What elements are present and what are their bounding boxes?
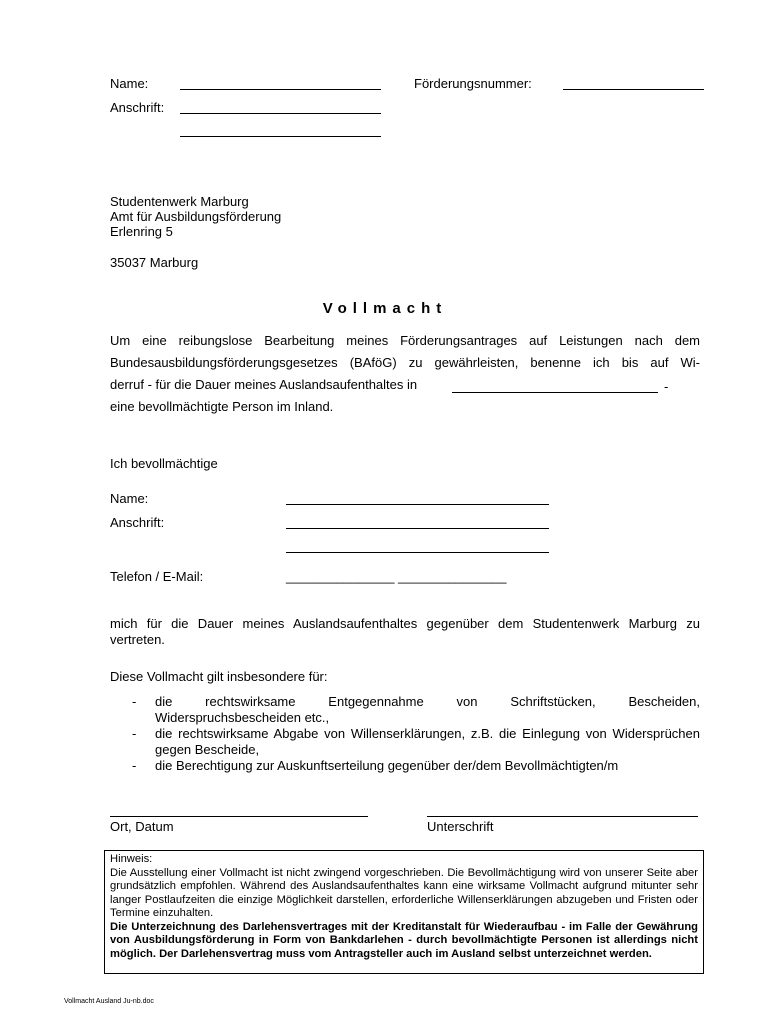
- recipient-line-2: Amt für Ausbildungsförderung: [110, 209, 282, 224]
- intro-paragraph: [110, 330, 700, 418]
- address-field-line-1[interactable]: [180, 113, 381, 114]
- list-item-text: die rechtswirksame Entgegennahme von Schriftstücken, Bescheiden, Widerspruchsbescheiden etc.,: [155, 694, 700, 725]
- proxy-address-field-line-1[interactable]: [286, 528, 549, 529]
- proxy-name-label: Name:: [110, 491, 149, 506]
- note-heading: Hinweis:: [110, 853, 153, 865]
- address-field-line-2[interactable]: [180, 136, 381, 137]
- recipient-line-3: Erlenring 5: [110, 224, 173, 239]
- footer-filename: Vollmacht Ausland Ju-nb.doc: [64, 998, 154, 1005]
- bullet-dash: -: [132, 758, 137, 773]
- list-item: [110, 758, 700, 774]
- validity-list: [110, 694, 700, 774]
- signature-field-line[interactable]: [427, 816, 698, 817]
- proxy-name-field-line[interactable]: [286, 504, 549, 505]
- intro-line-1: Um eine reibungslose Bearbeitung meines Förderungsantrages auf Leistungen nach dem: [110, 333, 700, 348]
- bullet-dash: -: [132, 726, 137, 741]
- recipient-line-1: Studentenwerk Marburg: [110, 194, 249, 209]
- name-label: Name:: [110, 76, 149, 91]
- document-title: Vollmacht: [322, 300, 448, 317]
- proxy-address-field-line-2[interactable]: [286, 552, 549, 553]
- place-date-field-line[interactable]: [110, 816, 368, 817]
- list-item: [110, 694, 700, 726]
- list-item: [110, 726, 700, 758]
- funding-number-field-line[interactable]: [563, 89, 704, 90]
- note-body: Die Ausstellung einer Vollmacht ist nicht zwingend vorgeschrieben. Die Bevollmächtigung wird von unserer Seite aber grundsätzlich empfohlen. Während des Auslandsaufenthaltes kann eine wirksame Vollmacht aufgrund mitunter sehr langer Postlaufzeiten die einzige Möglichkeit darstellen, erforderliche Willenserklärungen abzugeben und Fristen oder Termine einzuhalten.: [110, 866, 698, 919]
- note-bold: Die Unterzeichnung des Darlehensvertrages mit der Kreditanstalt für Wiederaufbau - im Falle der Gewährung von Ausbildungsförderung in Form von Bankdarlehen - durch bevollmächtigte Personen ist allerdings nicht möglich. Der Darlehensvertrag muss vom Antragsteller auch im Ausland selbst unterzeichnet werden.: [110, 920, 698, 960]
- intro-line-4: eine bevollmächtigte Person im Inland.: [110, 399, 334, 414]
- authorize-heading: Ich bevollmächtige: [110, 456, 218, 471]
- represent-paragraph: mich für die Dauer meines Auslandsaufenthaltes gegenüber dem Studentenwerk Marburg zu vertreten.: [110, 616, 700, 647]
- proxy-phone-label: Telefon / E-Mail:: [110, 569, 204, 584]
- list-item-text: die Berechtigung zur Auskunftserteilung gegenüber der/dem Bevollmächtigten/m: [155, 758, 619, 773]
- intro-line-2: Bundesausbildungsförderungsgesetzes (BAföG) zu gewährleisten, benenne ich bis auf Wi-: [110, 355, 700, 370]
- proxy-phone-field[interactable]: _______________ _______________: [286, 569, 507, 584]
- name-field-line[interactable]: [180, 89, 381, 90]
- signature-label: Unterschrift: [427, 819, 494, 834]
- country-field-line[interactable]: [452, 392, 658, 393]
- intro-line-3-text: derruf - für die Dauer meines Auslandsaufenthaltes in: [110, 377, 418, 392]
- bullet-dash: -: [132, 694, 137, 709]
- funding-number-label: Förderungsnummer:: [414, 76, 532, 91]
- address-label: Anschrift:: [110, 100, 165, 115]
- intro-line-3-dash: -: [664, 379, 669, 394]
- validity-heading: Diese Vollmacht gilt insbesondere für:: [110, 669, 328, 684]
- note-box: [104, 850, 704, 974]
- recipient-city: 35037 Marburg: [110, 255, 199, 270]
- list-item-text: die rechtswirksame Abgabe von Willenserklärungen, z.B. die Einlegung von Widersprüchen gegen Bescheide,: [155, 726, 700, 757]
- proxy-address-label: Anschrift:: [110, 515, 165, 530]
- recipient-address: [110, 194, 281, 239]
- place-date-label: Ort, Datum: [110, 819, 174, 834]
